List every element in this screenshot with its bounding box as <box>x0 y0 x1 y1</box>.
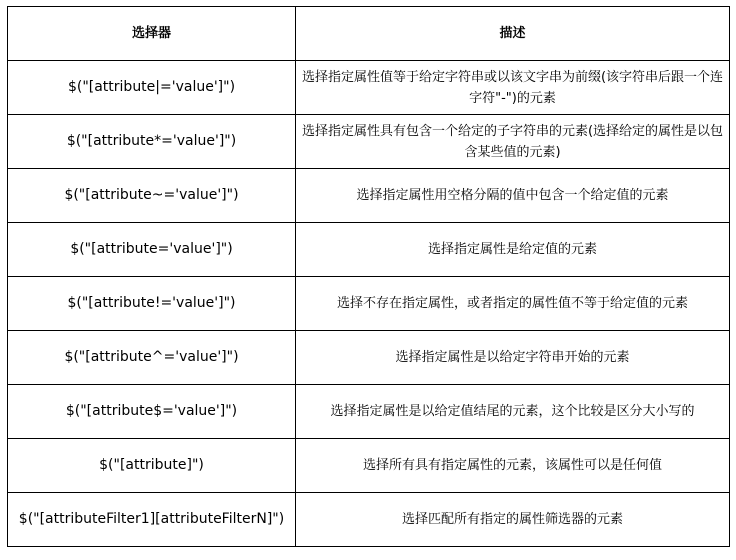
table-row <box>8 169 730 223</box>
selector-cell: $("[attribute='value']") <box>8 223 296 277</box>
selector-cell: $("[attribute|='value']") <box>8 61 296 115</box>
description-cell: 选择匹配所有指定的属性筛选器的元素 <box>296 493 730 547</box>
selector-cell: $("[attribute*='value']") <box>8 115 296 169</box>
description-cell: 选择指定属性是以给定字符串开始的元素 <box>296 331 730 385</box>
description-cell: 选择指定属性值等于给定字符串或以该文字串为前缀(该字符串后跟一个连字符"-")的元素 <box>296 61 730 115</box>
description-cell: 选择所有具有指定属性的元素，该属性可以是任何值 <box>296 439 730 493</box>
attribute-selector-table <box>7 6 730 547</box>
description-cell: 选择指定属性是以给定值结尾的元素，这个比较是区分大小写的 <box>296 385 730 439</box>
selector-cell: $("[attribute]") <box>8 439 296 493</box>
header-description: 描述 <box>296 7 730 61</box>
selector-cell: $("[attributeFilter1][attributeFilterN]") <box>8 493 296 547</box>
selector-cell: $("[attribute^='value']") <box>8 331 296 385</box>
table-row <box>8 223 730 277</box>
selector-table-container <box>7 6 730 547</box>
description-cell: 选择指定属性用空格分隔的值中包含一个给定值的元素 <box>296 169 730 223</box>
table-row <box>8 331 730 385</box>
selector-cell: $("[attribute~='value']") <box>8 169 296 223</box>
selector-cell: $("[attribute$='value']") <box>8 385 296 439</box>
description-cell: 选择不存在指定属性，或者指定的属性值不等于给定值的元素 <box>296 277 730 331</box>
table-row <box>8 115 730 169</box>
table-row <box>8 385 730 439</box>
selector-cell: $("[attribute!='value']") <box>8 277 296 331</box>
description-cell: 选择指定属性是给定值的元素 <box>296 223 730 277</box>
table-row <box>8 61 730 115</box>
header-selector: 选择器 <box>8 7 296 61</box>
table-row <box>8 439 730 493</box>
table-row <box>8 277 730 331</box>
description-cell: 选择指定属性具有包含一个给定的子字符串的元素(选择给定的属性是以包含某些值的元素) <box>296 115 730 169</box>
table-header-row <box>8 7 730 61</box>
table-row <box>8 493 730 547</box>
